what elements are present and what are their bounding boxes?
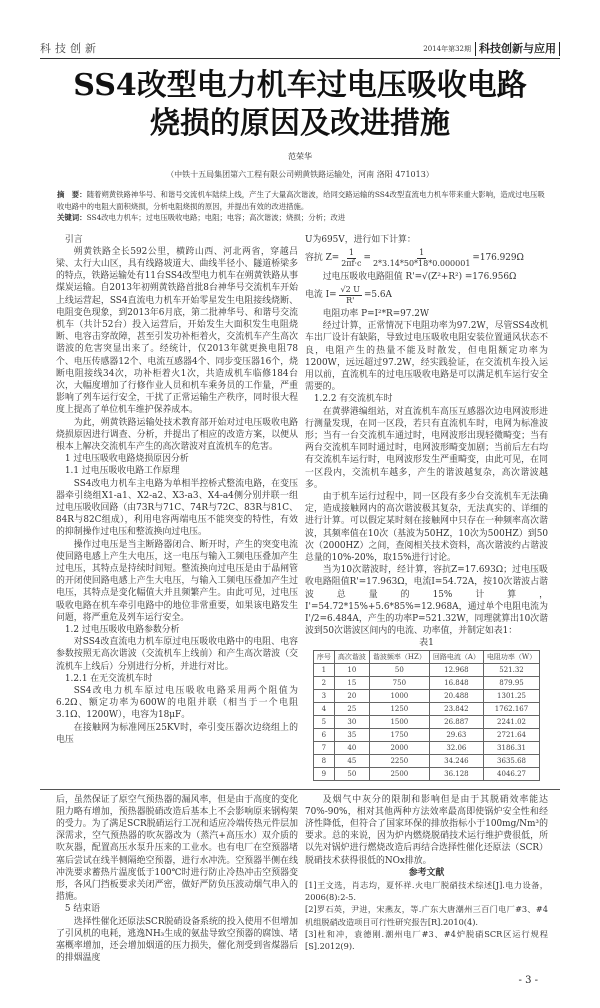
paragraph: 及烟气中灰分的限制和影响但是由于其脱硝效率能达70%-90%，相对其他两种方法效率最高即使锅炉安全性和经济性降低，但符合了国家环保的排放指标小于100mg/Nm³的要求。总的来说，因为炉内燃烧脱硝技术运行维护费很低，所以先对锅炉进行燃烧改造后再结合选择性催化还原法（SCR）脱硝技术获得很低的NOx排放。 bbox=[305, 794, 548, 866]
table-cell: 1301.25 bbox=[483, 689, 539, 702]
data-table bbox=[313, 650, 540, 781]
table-cell: 25 bbox=[334, 702, 369, 715]
issue-label: 2014年第32期 bbox=[423, 45, 471, 53]
section-heading: 5 结束语 bbox=[64, 904, 100, 915]
table-cell: 29.63 bbox=[429, 728, 483, 741]
table-cell: 1250 bbox=[369, 702, 429, 715]
table-cell: 2 bbox=[313, 676, 334, 689]
table-cell: 1 bbox=[313, 663, 334, 676]
table-cell: 1500 bbox=[369, 715, 429, 728]
table-cell: 50 bbox=[334, 767, 369, 780]
table-cell: 32.06 bbox=[429, 741, 483, 754]
paragraph: 在黄骅港编组站，对直流机车高压互感器次边电网波形进行测量发现，在同一区段，若只有直流机车时，电网为标准波形；当有一台交流机车通过时，电网波形出现轻微畸变；当有两台交流机车同时通过时，电网波形畸变加剧；当前后左右均有交流机车运行时，电网波形发生严重畸变，由此可见，在同一区段内，交流机车越多，产生的谐波越复杂，高次谐波越多。 bbox=[305, 406, 548, 490]
table-cell: 5 bbox=[313, 715, 334, 728]
fraction bbox=[339, 285, 362, 306]
running-header-right bbox=[423, 42, 560, 56]
table-cell: 2000 bbox=[369, 741, 429, 754]
formula-result: =176.929Ω bbox=[472, 253, 524, 264]
table-cell: 16.848 bbox=[429, 676, 483, 689]
table-row bbox=[313, 676, 539, 689]
table-row bbox=[313, 754, 539, 767]
paragraph: 朔黄铁路全长592公里，横跨山西、河北两省，穿越吕梁、太行大山区，具有线路坡道大、曲线半径小、隧道桥梁多的特点，铁路运输处有11台SS4改型电力机车在朔黄铁路从事煤炭运输。自2013年初朔黄铁路首批8台神华号交流机车开始上线运营起，SS4直流电力机车开始零星发生电阻接线烧断、电阻变色现象，到2013年6月底，第二批神华号、和谐号交流机车（共计52台）投入运营后，开始发生大面积发生电阻烧断、电容击穿故障，甚至引发功补柜着火，交流机车产生高次谐波的危害突显出来了。经统计，仅2013年就更换电阻78个、电压传感器12个、电流互感器4个、同步变压器16个，烧断电阻接线34次，功补柜着火1次，共造成机车临修184台次，大幅度增加了行修作业人员和机车乘务员的工作量，严重影响了列车运行安全，干扰了正常运输生产秩序，同时很大程度上提高了单位机车维护保养成本。 bbox=[56, 246, 298, 416]
table-row bbox=[313, 702, 539, 715]
column-header: 序号 bbox=[313, 650, 334, 663]
formula-capacitance: 容抗 Z= $\frac{1}{2\pi f\cdot c}$ = $\frac{1}{2*3.14*50*18*0.000001}$ =176.929Ω bbox=[305, 247, 524, 268]
abstract-label: 摘 要： bbox=[57, 190, 87, 199]
lower-left-column bbox=[56, 794, 298, 965]
column-header: 电阻功率（W） bbox=[483, 650, 539, 663]
section-heading: 1.1 过电压吸收电路工作原理 bbox=[64, 466, 180, 477]
formula-label: 容抗 Z= bbox=[305, 253, 340, 264]
section-heading: 1.2 过电压吸收电路参数分析 bbox=[64, 625, 180, 635]
reference-item: [1]王文选，肖志均，夏怀祥.火电厂脱硝技术综述[J].电力设备，2006(8):2-5. bbox=[305, 880, 548, 903]
table-cell: 6 bbox=[313, 728, 334, 741]
table-cell: 879.95 bbox=[483, 676, 539, 689]
column-header: 回路电流（A） bbox=[429, 650, 483, 663]
table-cell: 4 bbox=[313, 702, 334, 715]
paragraph: 由于机车运行过程中，同一区段有多少台交流机车无法确定，造成接触网内的高次谐波极其复杂，无法真实的、详细的进行计算。可以假定某时刻在接触网中只存在一种频率高次谐波，其频率值在10次（基波为50HZ，10次为500HZ）到50次（2000HZ）之间，查阅相关技术资料，高次谐波约占谐波总量的10%-20%，取15%进行讨论。 bbox=[305, 491, 548, 563]
table-cell: 45 bbox=[334, 754, 369, 767]
table-cell: 3 bbox=[313, 689, 334, 702]
section-heading: 1.2.2 有交流机车时 bbox=[313, 394, 393, 405]
denominator: R' bbox=[346, 295, 355, 305]
running-header bbox=[40, 42, 560, 59]
table-cell: 4046.27 bbox=[483, 767, 539, 780]
paragraph: 对SS4改直流电力机车原过电压吸收电路中的电阻、电容参数按照无高次谐波（交流机车上线前）和产生高次谐波（交流机车上线后）分别进行分析，并进行对比。 bbox=[56, 637, 298, 672]
denominator: 2πf·c bbox=[341, 258, 362, 268]
numerator: 1 bbox=[348, 247, 354, 257]
table-cell: 1750 bbox=[369, 728, 429, 741]
table-cell: 12.968 bbox=[429, 663, 483, 676]
table-header-row bbox=[313, 650, 539, 663]
affiliation: （中铁十五局集团第六工程有限公司朔黄铁路运输处，河南 洛阳 471013） bbox=[166, 170, 434, 179]
paragraph: 为此，朔黄铁路运输处技术教育部开始对过电压吸收电路烧损原因进行调查、分析，并提出了相应的改造方案，以便从根本上解决交流机车产生的高次谐波对直流机车的危害。 bbox=[56, 417, 298, 452]
section-heading: 1 过电压吸收电路烧损原因分析 bbox=[64, 454, 189, 465]
table-row bbox=[313, 689, 539, 702]
table-cell: 35 bbox=[334, 728, 369, 741]
formula-current bbox=[305, 285, 548, 306]
author: 范荣华 bbox=[288, 152, 312, 161]
column-header: 谐波频率（HZ） bbox=[369, 650, 429, 663]
title-line-1: SS4改型电力机车过电压吸收电路 bbox=[73, 68, 527, 103]
table-cell: 30 bbox=[334, 715, 369, 728]
paragraph: U为695V，进行如下计算： bbox=[305, 234, 416, 245]
keywords-label: 关键词： bbox=[57, 213, 87, 222]
table-cell: 50 bbox=[369, 663, 429, 676]
reference-item: [2]罗石英，尹进，宋燕友，等.广东大唐潮州三百门电厂#3、#4机组脱硝改造项目可行性研究报告[R].2010(4). bbox=[305, 904, 548, 927]
paragraph: 经过计算，正常情况下电阻功率为97.2W，尽管SS4改机车出厂设计有缺陷，导致过电压吸收电阻安装位置通风状态不良，电阻产生的热量不能及时散发，但电阻额定功率为1200W，远远超过97.2W，经实践验证，在交流机车投入运用以前，直流机车的过电压吸收电路是可以满足机车运行安全需要的。 bbox=[305, 321, 548, 393]
table-cell: 20 bbox=[334, 689, 369, 702]
table-cell: 10 bbox=[334, 663, 369, 676]
table-cell: 2721.64 bbox=[483, 728, 539, 741]
formula-power: 电阻功率 P=I²*R=97.2W bbox=[322, 308, 430, 319]
table-row bbox=[313, 728, 539, 741]
table-cell: 36.128 bbox=[429, 767, 483, 780]
table-cell: 34.246 bbox=[429, 754, 483, 767]
lower-right-column bbox=[305, 794, 548, 953]
keywords: SS4改电力机车；过电压吸收电路；电阻；电容；高次谐波；烧损；分析；改进 bbox=[86, 213, 346, 222]
section-heading: 1.2.1 在无交流机车时 bbox=[64, 673, 153, 684]
section-divider bbox=[40, 789, 560, 790]
table-row bbox=[313, 663, 539, 676]
table-cell: 750 bbox=[369, 676, 429, 689]
fraction bbox=[341, 248, 361, 269]
title-line-2: 烧损的原因及改进措施 bbox=[150, 106, 450, 141]
table-cell: 3186.31 bbox=[483, 741, 539, 754]
abstract-text: 随着朔黄铁路神华号、和谐号交流机车陆续上线，产生了大量高次谐波，给同交路运输的SS4改型直流电力机车带来重大影响，造成过电压吸收电路中的电阻大面积烧损，分析电阻烧损的原因，并提出有效的改进措施。 bbox=[57, 190, 545, 211]
right-column-paragraphs bbox=[305, 320, 548, 637]
table-caption: 表1 bbox=[419, 638, 434, 649]
table-cell: 1000 bbox=[369, 689, 429, 702]
lower-columns bbox=[40, 794, 560, 965]
table-cell: 8 bbox=[313, 754, 334, 767]
numerator: √2 U bbox=[340, 284, 360, 294]
table-cell: 26.887 bbox=[429, 715, 483, 728]
table-cell: 20.488 bbox=[429, 689, 483, 702]
table-cell: 40 bbox=[334, 741, 369, 754]
paragraph: SS4改电力机车主电路为单相半控桥式整流电路，在变压器牵引绕组X1-a1、X2-a2、X3-a3、X4-a4侧分别并联一组过电压吸收回路（由73R与71C、74R与72C、83R与81C、84R与82C组成），利用电容两端电压不能突变的特性，有效的抑制操作过电压和整流换向过电压。 bbox=[56, 478, 298, 538]
page-number: - 3 - bbox=[518, 975, 538, 987]
paragraph: 在接触网为标准网压25KV时，牵引变压器次边绕组上的电压 bbox=[56, 722, 298, 745]
table-cell: 23.842 bbox=[429, 702, 483, 715]
paragraph: SS4改电力机车原过电压吸收电路采用两个阻值为6.2Ω、额定功率为600W的电阻并联（相当于一个电阻3.1Ω、1200W），电容为18μF。 bbox=[56, 686, 298, 721]
formula-label: 电流 I= bbox=[305, 290, 337, 301]
table-row bbox=[313, 715, 539, 728]
table-cell: 2500 bbox=[369, 767, 429, 780]
denominator: 2*3.14*50*18*0.000001 bbox=[372, 258, 471, 268]
paragraph: 后，虽然保证了原空气预热器的漏风率，但是由于高度的变化阻力略有增加，预热器脱硝改造后基本上不会影响原来钢构架的受力。为了满足SCR脱硝运行工况和适应冷端传热元件层加深需求，空气预热器的吹灰器改为（蒸汽+高压水）双介质的吹灰器，配置高压水泵升压来的工业水。也有电厂在空预器堵塞后尝试在线半侧隔绝空预器，进行水冲洗。空预器半侧在线冲洗要求蓄热片温度低于100℃时进行防止冷热冲击空预器变形，各风门挡板要求关闭严密，做好严防负压波动烟气串入的措施。 bbox=[56, 794, 298, 903]
upper-columns bbox=[40, 234, 560, 783]
table-cell: 9 bbox=[313, 767, 334, 780]
paragraph: 当为10次谐波时，经计算，容抗Z=17.693Ω；过电压吸收电路阻值R'=17.963Ω，电流I=54.72A，按10次谐波占谐波总量的15%计算，I'=54.72*15%+5.6*85%=12.968A，通过单个电阻电流为I'/2=6.484A，产生的功率P=521.32W，同理就算出10次谐波到50次谐波区间内的电流、功率值，并制定如表1： bbox=[305, 565, 548, 637]
article-title bbox=[40, 67, 560, 143]
fraction bbox=[373, 248, 470, 269]
table-cell: 2241.02 bbox=[483, 715, 539, 728]
table-cell: 2250 bbox=[369, 754, 429, 767]
journal-name: 科技创新与应用 bbox=[475, 42, 560, 56]
column-header: 高次谐波 bbox=[334, 650, 369, 663]
table-cell: 521.32 bbox=[483, 663, 539, 676]
right-column bbox=[305, 234, 548, 783]
left-column bbox=[56, 234, 298, 747]
formula-result: =5.6A bbox=[364, 290, 392, 301]
table-row bbox=[313, 767, 539, 780]
abstract bbox=[57, 189, 547, 224]
running-header-section: 科技创新 bbox=[40, 42, 100, 55]
table-cell: 15 bbox=[334, 676, 369, 689]
table-cell: 7 bbox=[313, 741, 334, 754]
numerator: 1 bbox=[419, 247, 425, 257]
table-cell: 3635.68 bbox=[483, 754, 539, 767]
table-cell: 1762.167 bbox=[483, 702, 539, 715]
paragraph: 操作过电压是当主断路器闭合、断开时，产生的突变电流使回路电感上产生大电压，这一电压与输入工频电压叠加产生过电压，其特点是持续时间短。整流换向过电压是由于晶闸管的开闭使回路电感上产生大电压，与输入工频电压叠加产生过电压，其特点是变化幅值大并且频繁产生。由此可见，过电压吸收电路在机车牵引电路中的地位非常重要，如果该电路发生问题，将严重危及列车运行安全。 bbox=[56, 539, 298, 623]
references-heading: 参考文献 bbox=[408, 867, 445, 878]
section-heading: 引言 bbox=[64, 234, 83, 245]
reference-item: [3]杜和冲，袁德刚.潮州电厂#3、#4炉脱硝SCR区运行规程[S].2012(9). bbox=[305, 928, 548, 952]
formula-resistance: 过电压吸收电路阻值 R'=√(Z²+R²) =176.956Ω bbox=[322, 271, 517, 282]
paragraph: 选择性催化还原法SCR脱硝设备系统的投入使用不但增加了引风机的电耗，逃逸NH₃生成的氨盐导致空预器的腐蚀、堵塞概率增加，还会增加烟道的压力损失，催化剂受到省煤器后的排烟温度 bbox=[56, 916, 298, 964]
table-row bbox=[313, 741, 539, 754]
